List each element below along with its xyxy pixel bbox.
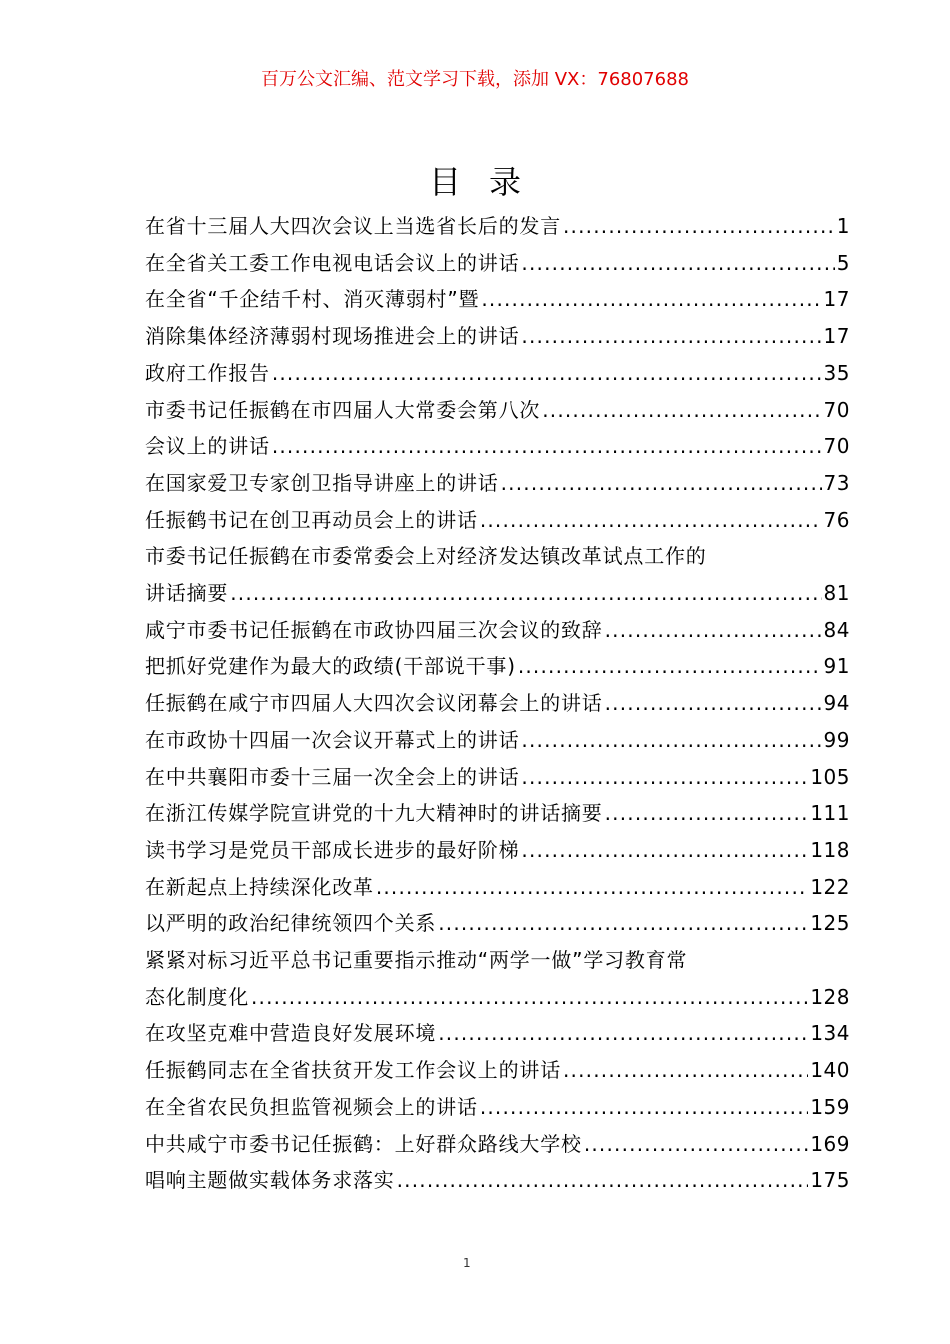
toc-entry-line [145,575,850,612]
toc-entry-title: 任振鹤同志在全省扶贫开发工作会议上的讲话 [145,1058,561,1083]
toc-entry-title: 政府工作报告 [145,360,270,385]
toc-entry-title: 中共咸宁市委书记任振鹤：上好群众路线大学校 [145,1131,582,1156]
toc-entry[interactable] [145,795,850,832]
toc-entry-line [145,905,850,942]
toc-dot-leader [480,1089,809,1126]
toc-entry-title: 态化制度化 [145,984,249,1009]
toc-entry[interactable] [145,1089,850,1126]
toc-dot-leader [605,612,822,649]
toc-page-number: 17 [823,287,850,312]
toc-dot-leader [605,795,809,832]
page-title: 目录 [428,163,549,201]
toc-dot-leader [438,905,808,942]
toc-entry[interactable] [145,722,850,759]
toc-page-number: 35 [823,360,850,385]
toc-entry-line [145,685,850,722]
toc-dot-leader [501,465,822,502]
toc-page-number: 91 [823,654,850,679]
toc-entry-line [145,1126,850,1163]
toc-entry-title: 在省十三届人大四次会议上当选省长后的发言 [145,214,561,238]
toc-dot-leader [563,1052,808,1089]
toc-entry[interactable] [145,942,850,1015]
toc-entry-line [145,795,850,832]
toc-dot-leader [481,281,821,318]
toc-entry-title: 在新起点上持续深化改革 [145,874,374,899]
toc-page-number: 73 [823,470,850,495]
toc-dot-leader [230,575,821,612]
toc-entry-title: 讲话摘要 [145,581,229,606]
toc-entry-line [145,245,850,282]
toc-page-number: 140 [810,1058,850,1083]
toc-entry-title: 唱响主题做实载体务求落实 [145,1168,395,1193]
toc-entry[interactable] [145,428,850,465]
toc-page-number: 94 [823,691,850,716]
toc-page-number: 1 [836,214,850,238]
toc-entry-line [145,208,850,245]
toc-entry[interactable] [145,245,850,282]
toc-dot-leader [438,1015,808,1052]
toc-dot-leader [521,832,808,869]
toc-page-number: 134 [810,1021,850,1046]
toc-entry-line [145,392,850,429]
toc-entry-title: 在国家爱卫专家创卫指导讲座上的讲话 [145,470,499,495]
toc-entry-title: 在浙江传媒学院宣讲党的十九大精神时的讲话摘要 [145,801,603,826]
toc-entry[interactable] [145,392,850,429]
table-of-contents [145,208,850,1199]
toc-entry-line [145,722,850,759]
toc-entry[interactable] [145,1126,850,1163]
toc-page-number: 122 [810,874,850,899]
toc-page-number: 128 [810,984,850,1009]
toc-dot-leader [376,869,809,906]
toc-entry-title: 把抓好党建作为最大的政绩(干部说干事) [145,654,516,679]
toc-entry-title: 在中共襄阳市委十三届一次全会上的讲话 [145,764,520,789]
toc-page-number: 125 [810,911,850,936]
toc-page-number: 99 [823,727,850,752]
toc-entry-line [145,759,850,796]
toc-entry[interactable] [145,1015,850,1052]
toc-entry-title: 市委书记任振鹤在市四届人大常委会第八次 [145,397,541,422]
toc-page-number: 70 [823,434,850,459]
toc-dot-leader [605,685,822,722]
toc-entry-line [145,465,850,502]
toc-entry-title: 在全省关工委工作电视电话会议上的讲话 [145,250,520,275]
toc-entry[interactable] [145,355,850,392]
toc-dot-leader [251,979,808,1016]
toc-dot-leader [521,722,821,759]
toc-entry-title-line: 紧紧对标习近平总书记重要指示推动“两学一做”学习教育常 [145,948,688,973]
toc-entry-line [145,979,850,1016]
toc-entry[interactable] [145,869,850,906]
toc-entry-title: 任振鹤书记在创卫再动员会上的讲话 [145,507,478,532]
toc-page-number: 81 [823,581,850,606]
toc-entry-line [145,1089,850,1126]
toc-page-number: 17 [823,324,850,349]
toc-entry[interactable] [145,905,850,942]
toc-entry-line [145,612,850,649]
toc-dot-leader [272,428,822,465]
toc-entry[interactable] [145,1052,850,1089]
toc-dot-leader [518,648,822,685]
toc-entry[interactable] [145,538,850,611]
toc-entry-line [145,869,850,906]
toc-dot-leader [542,392,821,429]
toc-page-number: 70 [823,397,850,422]
toc-page-number: 5 [836,250,850,275]
toc-entry-title: 读书学习是党员干部成长进步的最好阶梯 [145,837,520,862]
toc-entry-line [145,1015,850,1052]
toc-dot-leader [521,318,821,355]
toc-page-number: 84 [823,617,850,642]
toc-page-number: 111 [810,801,850,826]
toc-entry[interactable] [145,612,850,649]
toc-page-number: 105 [810,764,850,789]
page-number-mark: 1 [463,1256,471,1270]
toc-entry[interactable] [145,465,850,502]
toc-dot-leader [272,355,822,392]
toc-entry[interactable] [145,685,850,722]
toc-entry-title: 以严明的政治纪律统领四个关系 [145,911,437,936]
toc-entry-title: 在全省农民负担监管视频会上的讲话 [145,1094,478,1119]
toc-page-number: 118 [810,837,850,862]
toc-page-number: 169 [810,1131,850,1156]
toc-entry[interactable] [145,318,850,355]
toc-entry-title: 任振鹤在咸宁市四届人大四次会议闭幕会上的讲话 [145,691,603,716]
toc-entry-line [145,1052,850,1089]
toc-entry-line [145,281,850,318]
toc-entry[interactable] [145,759,850,796]
toc-page-number: 159 [810,1094,850,1119]
toc-dot-leader [397,1162,809,1199]
toc-entry-line [145,502,850,539]
toc-entry-title: 在攻坚克难中营造良好发展环境 [145,1021,437,1046]
toc-entry-title: 在市政协十四届一次会议开幕式上的讲话 [145,727,520,752]
toc-entry-title: 会议上的讲话 [145,434,270,459]
toc-entry-line [145,318,850,355]
toc-entry-title: 咸宁市委书记任振鹤在市政协四届三次会议的致辞 [145,617,603,642]
toc-dot-leader [521,245,834,282]
toc-dot-leader [584,1126,809,1163]
toc-entry[interactable] [145,208,850,245]
toc-entry-line [145,1162,850,1199]
toc-entry[interactable] [145,1162,850,1199]
toc-page-number: 175 [810,1168,850,1193]
toc-entry-line [145,355,850,392]
toc-page-number: 76 [823,507,850,532]
toc-entry[interactable] [145,648,850,685]
toc-dot-leader [563,208,835,245]
toc-dot-leader [480,502,822,539]
toc-entry-title-line: 市委书记任振鹤在市委常委会上对经济发达镇改革试点工作的 [145,544,707,569]
toc-entry-line [145,832,850,869]
toc-entry[interactable] [145,832,850,869]
toc-entry-line [145,428,850,465]
toc-entry-title: 消除集体经济薄弱村现场推进会上的讲话 [145,324,520,349]
toc-dot-leader [521,759,808,796]
watermark-header: 百万公文汇编、范文学习下载，添加 VX：76807688 [261,69,689,90]
toc-entry[interactable] [145,502,850,539]
toc-entry-line [145,648,850,685]
toc-entry-title: 在全省“千企结千村、消灭薄弱村”暨 [145,287,480,312]
toc-entry[interactable] [145,281,850,318]
